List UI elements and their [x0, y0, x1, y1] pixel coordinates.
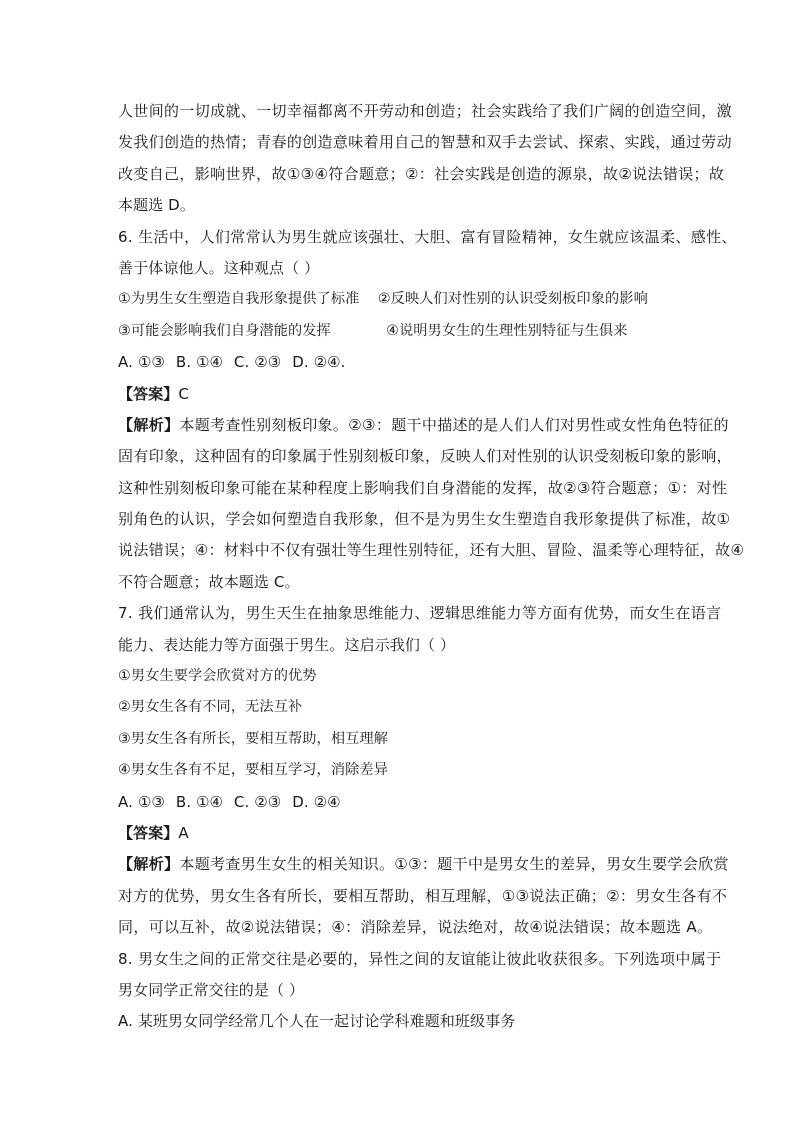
question-stem: 能力、表达能力等方面强于男生。这启示我们（ ） — [118, 635, 456, 654]
option-item: ②男女生各有不同，无法互补 — [118, 699, 303, 716]
analysis-label: 【解析】 — [118, 855, 180, 874]
question-stem: 7. 我们通常认为，男生天生在抽象思维能力、逻辑思维能力等方面有优势，而女生在语言 — [118, 604, 722, 623]
analysis-text: 别角色的认识，学会如何塑造自我形象，但不是为男生女生塑造自我形象提供了标准，故① — [118, 510, 731, 529]
question-stem: 8. 男女生之间的正常交往是必要的，异性之间的友谊能让彼此收获很多。下列选项中属于 — [118, 949, 722, 968]
analysis-text: 同，可以互补，故②说法错误；④：消除差异，说法绝对，故④说法错误；故本题选 A。 — [118, 918, 713, 937]
answer-value: C — [178, 384, 189, 403]
analysis-text: 本题考查男生女生的相关知识。①③：题干中是男女生的差异，男女生要学会欣赏 — [179, 855, 729, 874]
choice-a: A. ①③ — [118, 353, 165, 372]
text-line: 人世间的一切成就、一切幸福都离不开劳动和创造；社会实践给了我们广阔的创造空间，激 — [118, 102, 733, 120]
text-line: 本题选 D。 — [118, 196, 195, 215]
answer-choices — [118, 347, 680, 378]
analysis-text: 这种性别刻板印象可能在某种程度上影响我们自身潜能的发挥，故②③符合题意；①：对性 — [118, 478, 728, 497]
choice-d: D. ②④. — [292, 353, 346, 372]
choice-b: B. ①④ — [175, 792, 224, 811]
choice-c: C. ②③ — [233, 792, 282, 811]
question-stem: 善于体谅他人。这种观点（ ） — [118, 258, 320, 277]
analysis-text: 固有印象，这种固有的印象属于性别刻板印象，反映人们对性别的认识受刻板印象的影响， — [118, 447, 733, 466]
text-line: 发我们创造的热情；青春的创造意味着用自己的智慧和双手去尝试、探索、实践，通过劳动 — [118, 133, 733, 152]
question-8 — [118, 944, 722, 1038]
question-6 — [118, 222, 745, 599]
question-stem: 男女同学正常交往的是（ ） — [118, 980, 305, 999]
option-line: ③可能会影响我们自身潜能的发挥 ④说明男女生的生理性别特征与生俱来 — [118, 322, 628, 339]
answer-label: 【答案】 — [118, 823, 179, 842]
choice-d: D. ②④ — [292, 792, 341, 811]
analysis-text: 对方的优势，男女生各有所长，要相互帮助，相互理解，①③说法正确；②：男女生各有不 — [118, 886, 728, 905]
answer-label: 【答案】 — [118, 384, 179, 403]
question-stem: 6. 生活中，人们常常认为男生就应该强壮、大胆、富有冒险精神，女生就应该温柔、感性、 — [118, 227, 737, 246]
answer-value: A — [178, 823, 189, 842]
answer-line — [118, 818, 680, 849]
option-a: A. 某班男女同学经常几个人在一起讨论学科难题和班级事务 — [118, 1012, 516, 1031]
document-page — [118, 96, 745, 1038]
option-item: ③男女生各有所长，要相互帮助，相互理解 — [118, 730, 388, 747]
choice-b: B. ①④ — [175, 353, 224, 372]
text-line: 改变自己，影响世界，故①③④符合题意；②：社会实践是创造的源泉，故②说法错误；故 — [118, 164, 725, 183]
option-item: ④男女生各有不足，要相互学习，消除差异 — [118, 762, 388, 779]
analysis-line — [118, 849, 729, 880]
option-line: ①为男生女生塑造自我形象提供了标准 ②反映人们对性别的认识受刻板印象的影响 — [118, 291, 648, 308]
choice-a: A. ①③ — [118, 792, 165, 811]
answer-choices — [118, 787, 680, 818]
analysis-text: 不符合题意；故本题选 C。 — [118, 572, 300, 591]
question-7 — [118, 598, 729, 943]
choice-c: C. ②③ — [233, 353, 282, 372]
option-item: ①男女生要学会欣赏对方的优势 — [118, 668, 317, 685]
analysis-label: 【解析】 — [118, 415, 180, 434]
analysis-text: 说法错误；④：材料中不仅有强壮等生理性别特征，还有大胆、冒险、温柔等心理特征，故④ — [118, 541, 745, 560]
analysis-text: 本题考查性别刻板印象。②③：题干中描述的是人们人们对男性或女性角色特征的 — [179, 415, 729, 434]
answer-line — [118, 379, 680, 410]
previous-analysis — [118, 96, 733, 222]
analysis-line — [118, 410, 729, 441]
